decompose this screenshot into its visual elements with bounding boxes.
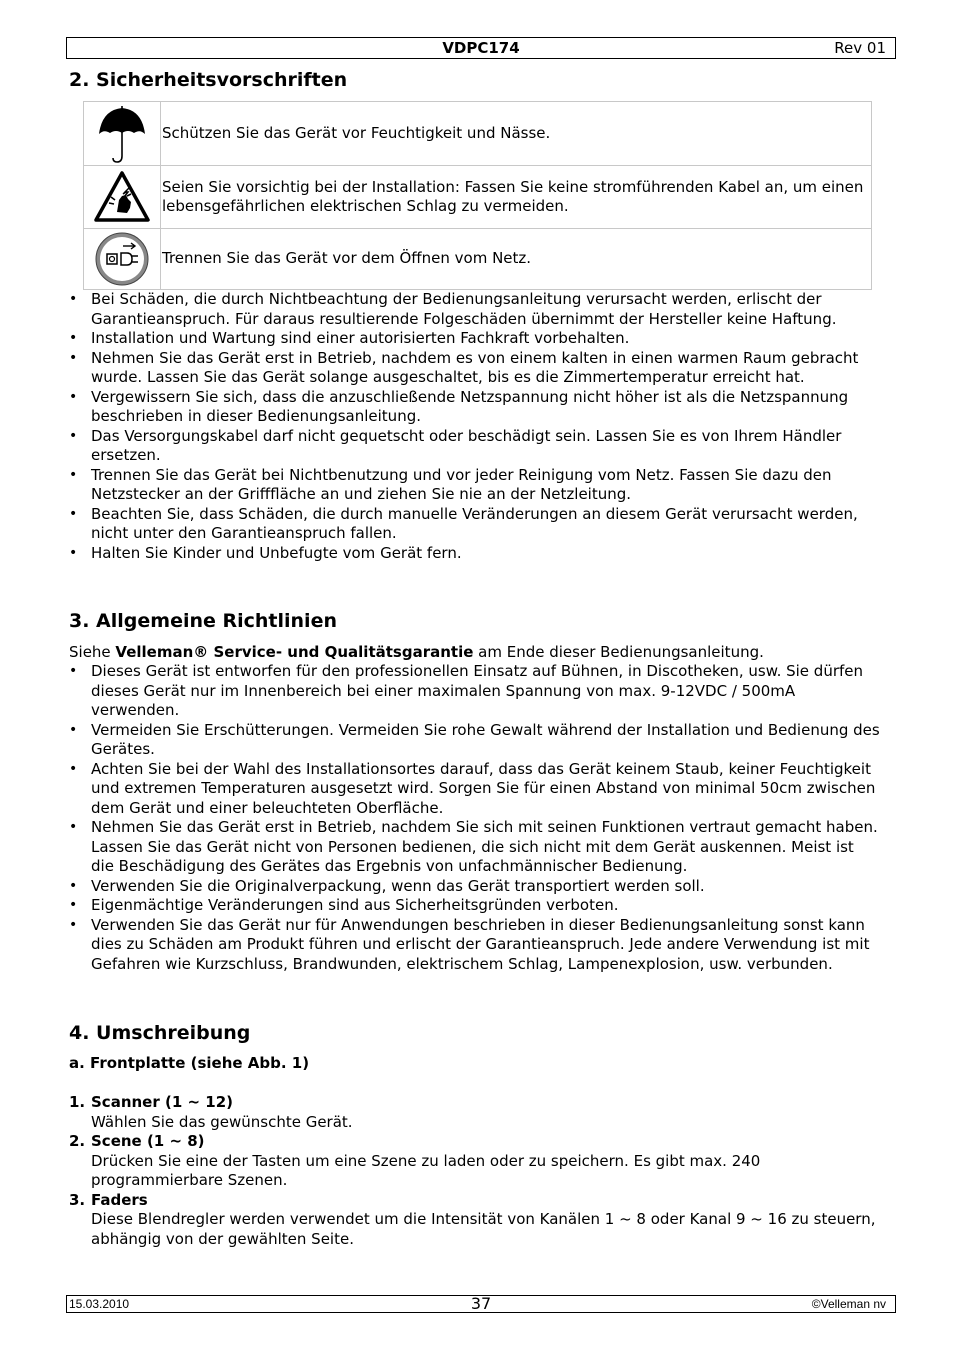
- list-item: • Beachten Sie, dass Schäden, die durch manuelle Veränderungen an diesem Gerät verursacht werden, nicht unter den Garantieanspruch fallen.: [69, 505, 881, 544]
- safety-text: Seien Sie vorsichtig bei der Installation: Fassen Sie keine stromführenden Kabel an, um einen lebensgefährlichen elektrischen Schlag zu vermeiden.: [161, 166, 872, 229]
- item-number: 2.: [69, 1132, 86, 1150]
- item-title: Scanner (1 ~ 12): [91, 1093, 234, 1111]
- section-2-bullets: [69, 290, 881, 563]
- section-4-title: 4. Umschreibung: [69, 1022, 251, 1044]
- safety-icon-cell: [84, 166, 161, 229]
- page-number: 37: [470, 1294, 492, 1313]
- list-item: • Verwenden Sie das Gerät nur für Anwendungen beschrieben in dieser Bedienungsanleitung sonst kann dies zu Schäden am Produkt führen und erlischt der Garantieanspruch. Jede andere Verwendung ist mit Gefahren wie Kurzschluss, Brandwunden, elektrischem Schlag, Lampenexplosion, usw. verbunden.: [69, 916, 881, 975]
- item-description: Wählen Sie das gewünschte Gerät.: [91, 1112, 353, 1131]
- disconnect-mains-icon: [94, 231, 150, 287]
- list-item: [69, 1093, 881, 1132]
- section-4-subtitle: a. Frontplatte (siehe Abb. 1): [69, 1054, 310, 1072]
- section-2-title: 2. Sicherheitsvorschriften: [69, 69, 348, 91]
- header-model: VDPC174: [442, 39, 520, 57]
- umbrella-icon: [96, 104, 148, 164]
- list-item: • Vergewissern Sie sich, dass die anzuschließende Netzspannung nicht höher ist als die Netzspannung beschrieben in dieser Bedienungsanleitung.: [69, 388, 881, 427]
- front-panel-items: [69, 1093, 881, 1249]
- list-item: • Verwenden Sie die Originalverpackung, wenn das Gerät transportiert werden soll.: [69, 877, 881, 897]
- section-3-intro: [69, 643, 764, 663]
- item-number: 3.: [69, 1190, 86, 1209]
- list-item: • Installation und Wartung sind einer autorisierten Fachkraft vorbehalten.: [69, 329, 881, 349]
- safety-icon-cell: [84, 102, 161, 166]
- page-header: [66, 37, 896, 59]
- intro-suffix: am Ende dieser Bedienungsanleitung.: [473, 643, 764, 661]
- footer-copyright: ©Velleman nv: [811, 1297, 886, 1311]
- section-3-title: 3. Allgemeine Richtlinien: [69, 610, 337, 632]
- section-3-bullets: [69, 662, 881, 974]
- list-item: • Nehmen Sie das Gerät erst in Betrieb, nachdem es von einem kalten in einen warmen Raum gebracht wurde. Lassen Sie das Gerät solange ausgeschaltet, bis es die Zimmertemperatur erreicht hat.: [69, 349, 881, 388]
- list-item: • Halten Sie Kinder und Unbefugte vom Gerät fern.: [69, 544, 881, 564]
- item-description: Diese Blendregler werden verwendet um die Intensität von Kanälen 1 ~ 8 oder Kanal 9 ~ 16 zu steuern, abhängig von der gewählten Seite.: [91, 1210, 876, 1248]
- footer-date: 15.03.2010: [69, 1297, 130, 1311]
- safety-row: [84, 229, 872, 290]
- list-item: • Bei Schäden, die durch Nichtbeachtung der Bedienungsanleitung verursacht werden, erlischt der Garantieanspruch. Für daraus resultierende Folgeschäden übernimmt der Hersteller keine Haftung.: [69, 290, 881, 329]
- list-item: • Nehmen Sie das Gerät erst in Betrieb, nachdem Sie sich mit seinen Funktionen vertraut gemacht haben. Lassen Sie das Gerät nicht von Personen bedienen, die sich nicht mit dem Gerät auskennen. Meist ist die Beschädigung des Gerätes das Ergebnis von unfachmännischer Bedienung.: [69, 818, 881, 877]
- page-footer: [66, 1295, 896, 1313]
- item-title: Faders: [91, 1190, 148, 1209]
- list-item: • Dieses Gerät ist entworfen für den professionellen Einsatz auf Bühnen, in Discotheken, usw. Sie dürfen dieses Gerät nur im Innenbereich bei einer maximalen Spannung von max. 9-12VDC / 500mA verwenden.: [69, 662, 881, 721]
- list-item: • Trennen Sie das Gerät bei Nichtbenutzung und vor jeder Reinigung vom Netz. Fassen Sie dazu den Netzstecker an der Grifffläche an und ziehen Sie nie an der Netzleitung.: [69, 466, 881, 505]
- header-revision: Rev 01: [834, 39, 886, 57]
- safety-text: Schützen Sie das Gerät vor Feuchtigkeit und Nässe.: [161, 102, 872, 166]
- safety-icon-cell: [84, 229, 161, 290]
- warranty-reference: Velleman® Service- und Qualitätsgarantie: [115, 643, 474, 661]
- safety-icons-table: [83, 101, 872, 290]
- list-item: • Vermeiden Sie Erschütterungen. Vermeiden Sie rohe Gewalt während der Installation und Bedienung des Gerätes.: [69, 721, 881, 760]
- electric-shock-warning-icon: [93, 170, 151, 224]
- list-item: • Das Versorgungskabel darf nicht gequetscht oder beschädigt sein. Lassen Sie es von Ihrem Händler ersetzen.: [69, 427, 881, 466]
- item-description: Drücken Sie eine der Tasten um eine Szene zu laden oder zu speichern. Es gibt max. 240 programmierbare Szenen.: [91, 1151, 761, 1189]
- item-title: Scene (1 ~ 8): [91, 1132, 205, 1150]
- list-item: • Achten Sie bei der Wahl des Installationsortes darauf, dass das Gerät keinem Staub, keiner Feuchtigkeit und extremen Temperaturen ausgesetzt wird. Sorgen Sie für einen Abstand von minimal 50cm zwischen dem Gerät und einer beleuchteten Oberfläche.: [69, 760, 881, 819]
- list-item: [69, 1132, 881, 1191]
- safety-text: Trennen Sie das Gerät vor dem Öffnen vom Netz.: [161, 229, 872, 290]
- list-item: [69, 1191, 881, 1250]
- safety-row: [84, 102, 872, 166]
- safety-row: [84, 166, 872, 229]
- list-item: • Eigenmächtige Veränderungen sind aus Sicherheitsgründen verboten.: [69, 896, 881, 916]
- intro-prefix: Siehe: [69, 643, 116, 661]
- item-number: 1.: [69, 1093, 86, 1111]
